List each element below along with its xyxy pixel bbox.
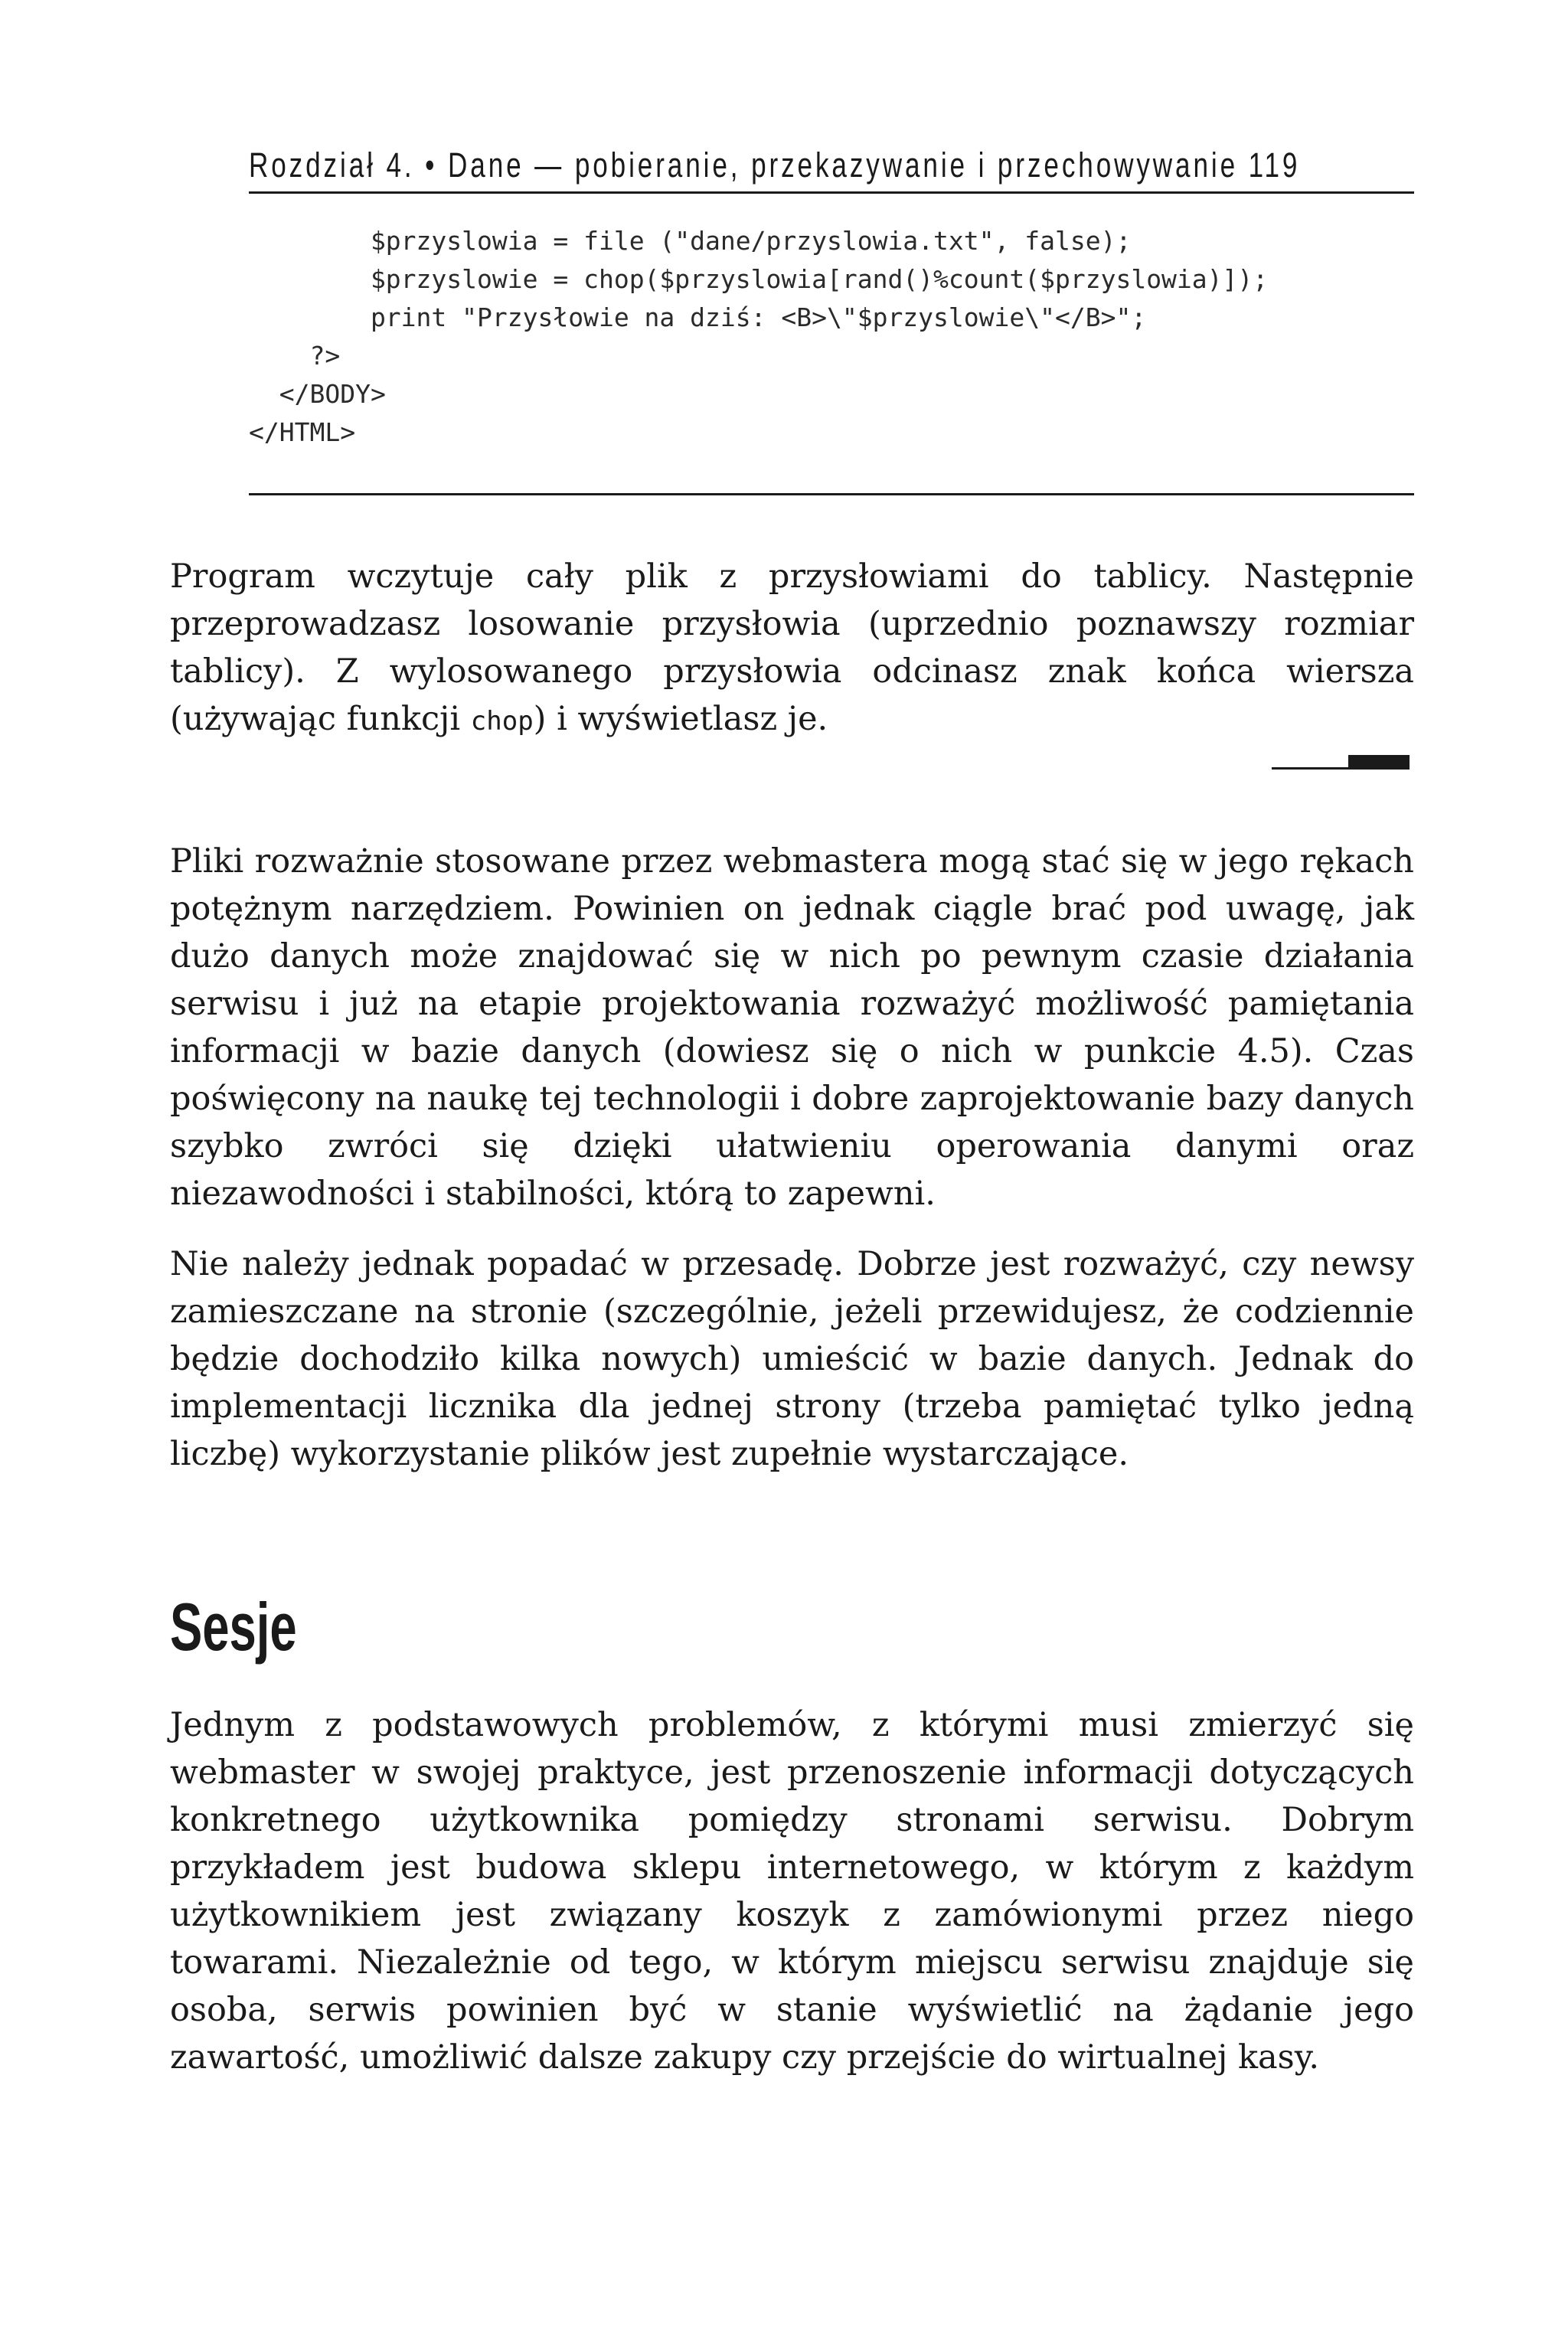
code-listing: [249, 222, 1414, 452]
paragraph-program-description: [170, 553, 1414, 745]
paragraph-text: ) i wyświetlasz je.: [533, 700, 828, 738]
end-marker-line: [1272, 767, 1348, 770]
code-line: ?>: [249, 341, 341, 371]
paragraph-moderation: Nie należy jednak popadać w przesadę. Dobrze jest rozważyć, czy newsy zamieszczane na stronie (szczególnie, jeżeli przewidujesz, że codziennie będzie dochodziło kilka nowych) umieścić w bazie danych. Jednak do implementacji licznika dla jednej strony (trzeba pamiętać tylko jedną liczbę) wykorzystanie plików jest zupełnie wystarczające.: [170, 1245, 1414, 1473]
header-rule: [249, 191, 1414, 194]
end-marker-block: [1348, 755, 1410, 770]
section-heading-sesje: Sesje: [170, 1589, 297, 1665]
code-line: $przyslowia = file ("dane/przyslowia.txt", false);: [249, 226, 1132, 256]
paragraph-text: Program wczytuje cały plik z przysłowiami do tablicy. Następnie przeprowadzasz losowanie przysłowia (uprzednio poznawszy rozmiar tablicy). Z wylosowanego przysłowia odcinasz znak końca wiersza (używając funkcji: [170, 557, 1414, 738]
paragraph-sessions: Jednym z podstawowych problemów, z którymi musi zmierzyć się webmaster w swojej praktyce, jest przenoszenie informacji dotyczących konkretnego użytkownika pomiędzy stronami serwisu. Dobrym przykładem jest budowa sklepu internetowego, w którym z każdym użytkownikiem jest związany koszyk z zamówionymi przez niego towarami. Niezależnie od tego, w którym miejscu serwisu znajduje się osoba, serwis powinien być w stanie wyświetlić na żądanie jego zawartość, umożliwić dalsze zakupy czy przejście do wirtualnej kasy.: [170, 1706, 1414, 2077]
code-line: $przyslowie = chop($przyslowia[rand()%count($przyslowia)]);: [249, 264, 1269, 294]
example-end-marker: [1272, 755, 1410, 770]
code-line: </HTML>: [249, 417, 356, 447]
code-end-rule: [249, 493, 1414, 495]
code-line: </BODY>: [249, 379, 386, 409]
inline-code-chop: chop: [470, 706, 534, 737]
code-line: print "Przysłowie na dziś: <B>\"$przyslowie\"</B>";: [249, 302, 1147, 332]
running-header: Rozdział 4. • Dane — pobieranie, przekazywanie i przechowywanie 119: [249, 145, 1301, 185]
paragraph-files: Pliki rozważnie stosowane przez webmastera mogą stać się w jego rękach potężnym narzędziem. Powinien on jednak ciągle brać pod uwagę, jak dużo danych może znajdować się w nich po pewnym czasie działania serwisu i już na etapie projektowania rozważyć możliwość pamiętania informacji w bazie danych (dowiesz się o nich w punkcie 4.5). Czas poświęcony na naukę tej technologii i dobre zaprojektowanie bazy danych szybko zwróci się dzięki ułatwieniu operowania danymi oraz niezawodności i stabilności, którą to zapewni.: [170, 842, 1414, 1213]
